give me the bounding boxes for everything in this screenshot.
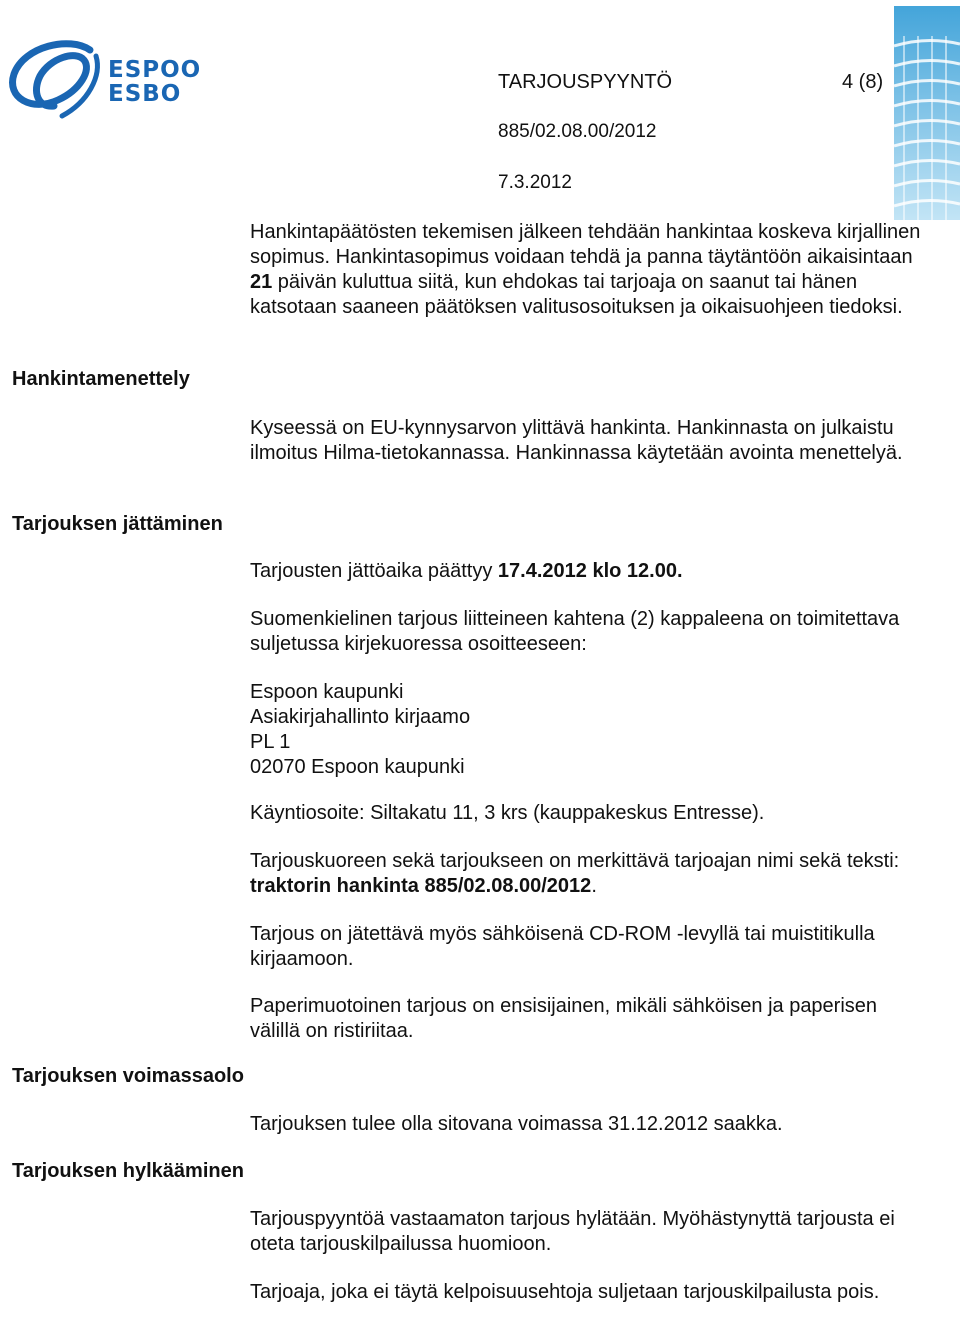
contract-paragraph: Hankintapäätösten tekemisen jälkeen tehdään hankintaa koskeva kirjallinen sopimus. Hankintasopimus voidaan tehdä ja panna täytäntöön aikaisintaan 21 päivän kuluttua siitä, kun ehdokas tai tarjoaja on saanut tai hänen katsotaan saaneen päätöksen valitusosoituksen ja oikaisuohjeen tiedoksi.	[250, 221, 921, 318]
delivery-paragraph: Suomenkielinen tarjous liitteineen kahtena (2) kappaleena on toimitettava suljetussa kirjekuoressa osoitteeseen:	[250, 608, 900, 655]
paper-priority-paragraph: Paperimuotoinen tarjous on ensisijainen, mikäli sähköisen ja paperisen välillä on ristiriitaa.	[250, 995, 878, 1042]
espoo-swirl-icon	[4, 36, 114, 126]
rejection-paragraph-2: Tarjoaja, joka ei täytä kelpoisuusehtoja suljetaan tarjouskilpailusta pois.	[250, 1281, 880, 1303]
espoo-logo	[4, 36, 202, 126]
validity-paragraph: Tarjouksen tulee olla sitovana voimassa 31.12.2012 saakka.	[250, 1113, 783, 1135]
reference-number: 885/02.08.00/2012	[498, 121, 657, 142]
document-type: TARJOUSPYYNTÖ	[498, 71, 673, 93]
address-line: 02070 Espoon kaupunki	[250, 756, 465, 778]
rejection-paragraph-1: Tarjouspyyntöä vastaamaton tarjous hylätään. Myöhästynyttä tarjousta ei oteta tarjouskilpailussa huomioon.	[250, 1208, 895, 1255]
decorative-stripes-graphic	[894, 6, 960, 220]
visiting-address: Käyntiosoite: Siltakatu 11, 3 krs (kauppakeskus Entresse).	[250, 802, 765, 824]
page-number: 4 (8)	[842, 71, 884, 93]
brand-name-sv: ESBO	[108, 81, 182, 107]
procedure-paragraph: Kyseessä on EU-kynnysarvon ylittävä hankinta. Hankinnasta on julkaistu ilmoitus Hilma-tietokannassa. Hankinnassa käytetään avointa menettelyä.	[250, 417, 903, 464]
address-line: PL 1	[250, 731, 291, 753]
address-line: Espoon kaupunki	[250, 681, 404, 703]
electronic-copy-paragraph: Tarjous on jätettävä myös sähköisenä CD-ROM -levyllä tai muistitikulla kirjaamoon.	[250, 923, 875, 970]
heading-validity: Tarjouksen voimassaolo	[12, 1065, 244, 1087]
address-line: Asiakirjahallinto kirjaamo	[250, 706, 471, 728]
envelope-marking-paragraph: Tarjouskuoreen sekä tarjoukseen on merkittävä tarjoajan nimi sekä teksti: traktorin hankinta 885/02.08.00/2012.	[250, 850, 900, 897]
brand-name-fi: ESPOO	[108, 57, 202, 83]
heading-submission: Tarjouksen jättäminen	[12, 513, 223, 535]
document-date: 7.3.2012	[498, 172, 572, 193]
heading-rejection: Tarjouksen hylkääminen	[12, 1160, 244, 1182]
deadline-paragraph: Tarjousten jättöaika päättyy 17.4.2012 klo 12.00.	[250, 560, 683, 582]
postal-address	[250, 680, 930, 780]
heading-procedure: Hankintamenettely	[12, 368, 190, 390]
